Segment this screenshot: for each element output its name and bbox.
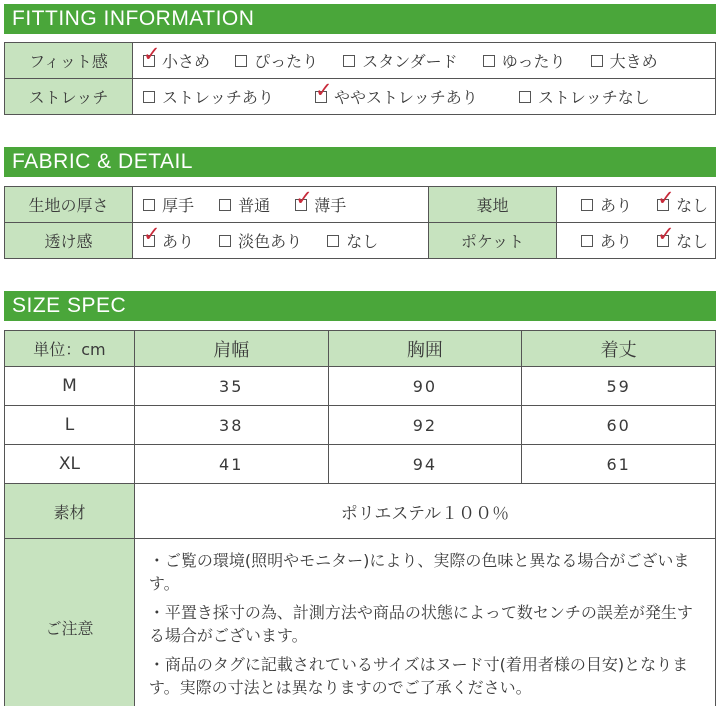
fit-option: ぴったり	[235, 49, 318, 72]
sheer-options	[133, 223, 429, 259]
size-value: 94	[328, 445, 522, 484]
checked-checkbox-icon	[657, 235, 669, 247]
size-row	[5, 406, 716, 445]
checkbox-icon	[581, 235, 593, 247]
thickness-option: ✓ 薄手	[295, 193, 346, 216]
notes-label: ご注意	[5, 539, 135, 706]
sheer-option: なし	[327, 229, 378, 252]
stretch-label: ストレッチ	[5, 79, 133, 115]
size-name: XL	[5, 445, 135, 484]
size-value: 61	[522, 445, 716, 484]
checkbox-icon	[327, 235, 339, 247]
size-header-row	[5, 331, 716, 367]
checked-checkbox-icon	[295, 199, 307, 211]
fitting-row-fit	[5, 43, 716, 79]
checkbox-icon	[581, 199, 593, 211]
checkbox-icon	[219, 199, 231, 211]
note-item: ・商品のタグに記載されているサイズはヌード寸(着用者様の目安)となります。実際の寸法とは異なりますのでご了承ください。	[148, 655, 689, 697]
fit-label: フィット感	[5, 43, 133, 79]
note-item: ・平置き採寸の為、計測方法や商品の状態によって数センチの誤差が発生する場合がございます。	[148, 603, 693, 645]
fit-options	[133, 43, 716, 79]
size-value: 90	[328, 367, 522, 406]
column-header-chest: 胸囲	[328, 331, 522, 367]
size-value: 59	[522, 367, 716, 406]
stretch-option: ✓ ややストレッチあり	[315, 85, 478, 108]
stretch-option: ストレッチあり	[143, 85, 274, 108]
size-value: 41	[134, 445, 328, 484]
lining-option: あり	[581, 193, 632, 216]
fit-option: ゆったり	[483, 49, 566, 72]
checked-checkbox-icon	[143, 55, 155, 67]
fabric-table	[4, 186, 716, 259]
size-value: 60	[522, 406, 716, 445]
checkbox-icon	[219, 235, 231, 247]
lining-options	[557, 187, 716, 223]
pocket-label: ポケット	[429, 223, 557, 259]
sheer-option: 淡色あり	[219, 229, 302, 252]
unit-label: 単位：cm	[5, 331, 135, 367]
sheer-option: ✓ あり	[143, 229, 194, 252]
checkbox-icon	[343, 55, 355, 67]
size-name: L	[5, 406, 135, 445]
material-row	[5, 484, 716, 539]
size-row	[5, 367, 716, 406]
pocket-options	[557, 223, 716, 259]
column-header-length: 着丈	[522, 331, 716, 367]
stretch-option: ストレッチなし	[519, 85, 650, 108]
checkbox-icon	[143, 91, 155, 103]
fitting-row-stretch	[5, 79, 716, 115]
size-section-title: SIZE SPEC	[4, 291, 716, 321]
checkbox-icon	[143, 199, 155, 211]
fabric-section-title: FABRIC & DETAIL	[4, 147, 716, 177]
thickness-label: 生地の厚さ	[5, 187, 133, 223]
size-table	[4, 330, 716, 706]
thickness-option: 厚手	[143, 193, 194, 216]
size-row	[5, 445, 716, 484]
pocket-option: ✓ なし	[657, 229, 708, 252]
checked-checkbox-icon	[657, 199, 669, 211]
thickness-options	[133, 187, 429, 223]
fit-option: スタンダード	[343, 49, 457, 72]
lining-option: ✓ なし	[657, 193, 708, 216]
thickness-option: 普通	[219, 193, 270, 216]
fabric-row-2	[5, 223, 716, 259]
size-value: 35	[134, 367, 328, 406]
fabric-row-1	[5, 187, 716, 223]
fitting-section-title: FITTING INFORMATION	[4, 4, 716, 34]
fit-option: 大きめ	[591, 49, 658, 72]
size-name: M	[5, 367, 135, 406]
checkbox-icon	[591, 55, 603, 67]
stretch-options	[133, 79, 716, 115]
lining-label: 裏地	[429, 187, 557, 223]
pocket-option: あり	[581, 229, 632, 252]
material-value: ポリエステル１００％	[134, 484, 715, 539]
checkbox-icon	[235, 55, 247, 67]
checkbox-icon	[519, 91, 531, 103]
notes-content	[134, 539, 715, 706]
checked-checkbox-icon	[315, 91, 327, 103]
sheer-label: 透け感	[5, 223, 133, 259]
size-value: 38	[134, 406, 328, 445]
checkbox-icon	[483, 55, 495, 67]
material-label: 素材	[5, 484, 135, 539]
note-item: ・ご覧の環境(照明やモニター)により、実際の色味と異なる場合がございます。	[148, 551, 690, 593]
checked-checkbox-icon	[143, 235, 155, 247]
column-header-shoulder: 肩幅	[134, 331, 328, 367]
notes-row	[5, 539, 716, 706]
fit-option: ✓ 小さめ	[143, 49, 210, 72]
size-value: 92	[328, 406, 522, 445]
fitting-table	[4, 42, 716, 115]
